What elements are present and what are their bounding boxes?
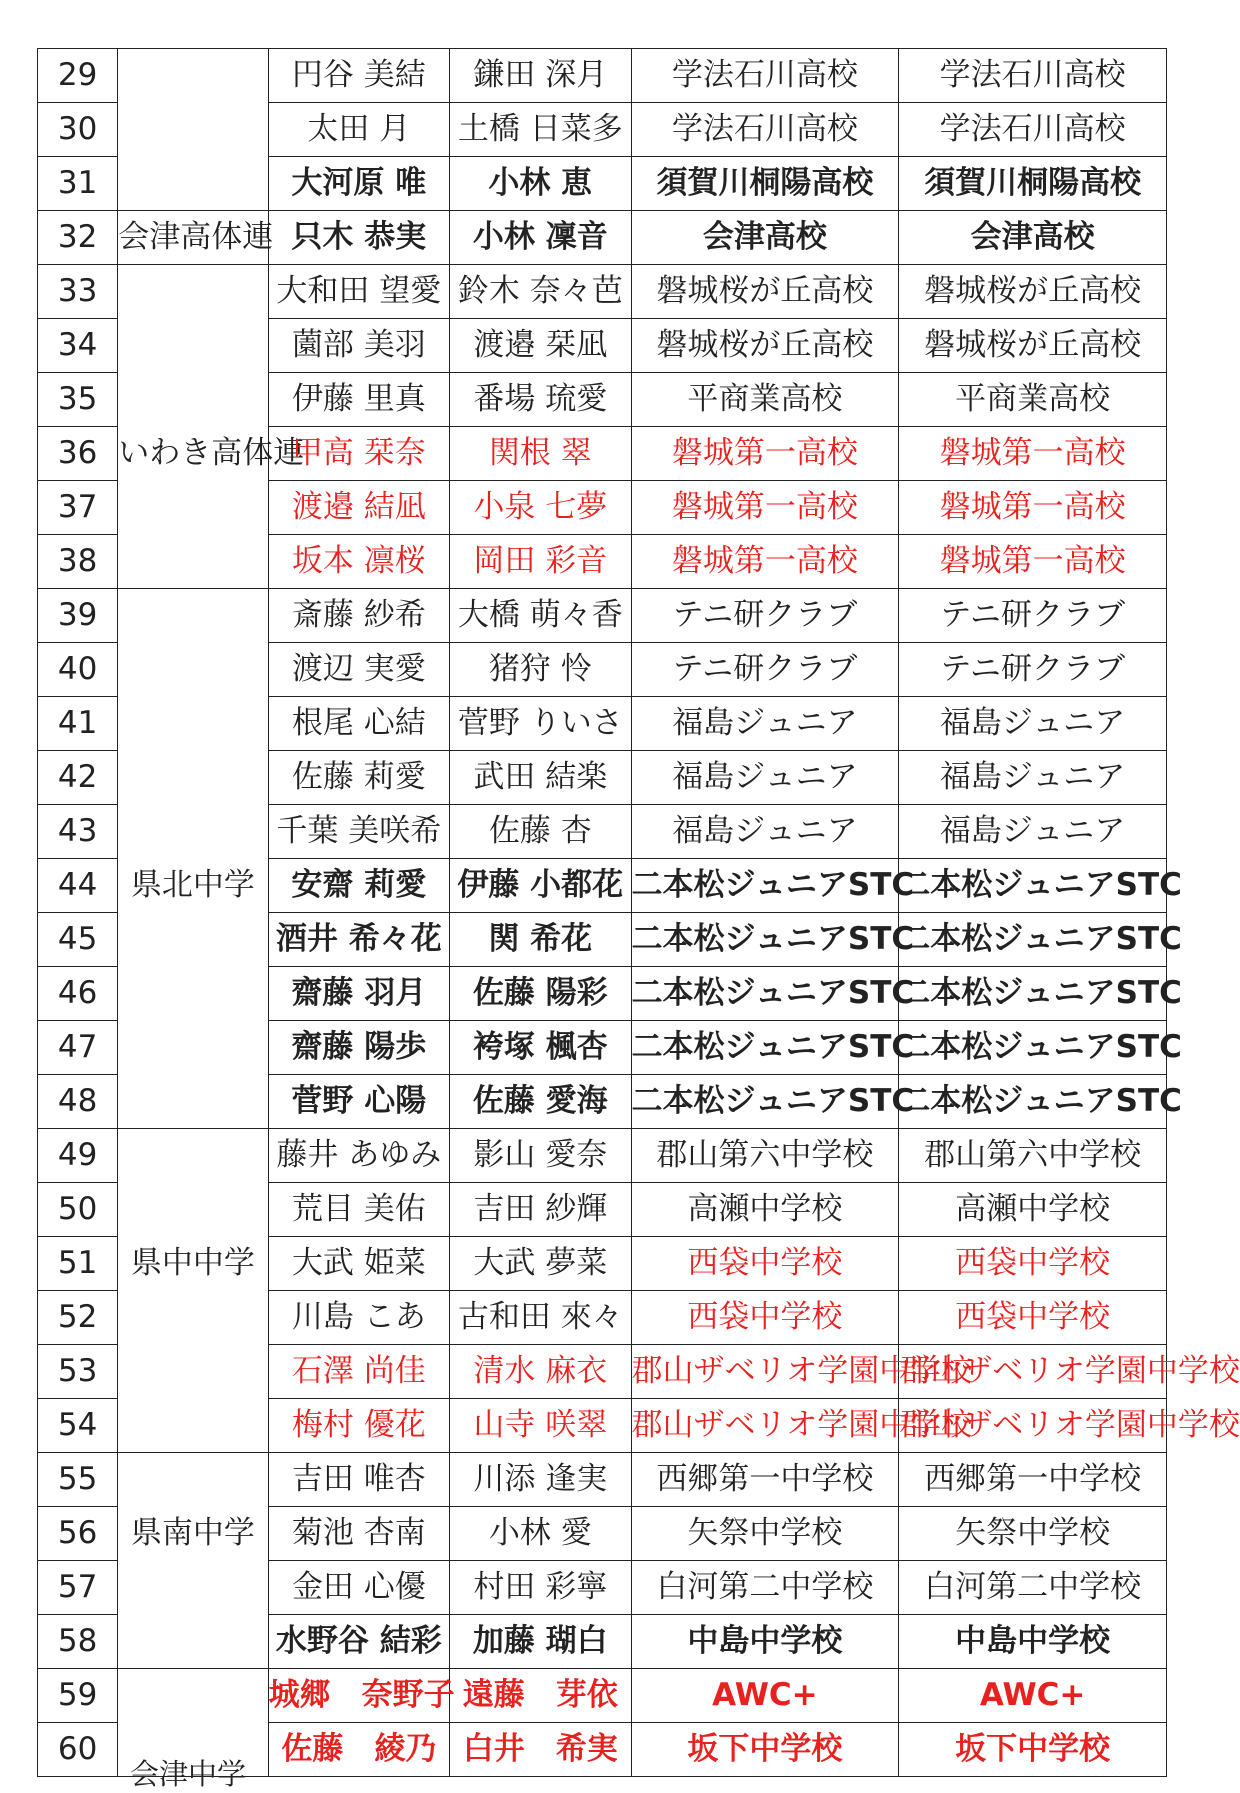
player-2-school: 白河第二中学校: [899, 1561, 1167, 1615]
player-2-name: 袴塚 楓杏: [450, 1021, 631, 1075]
table-row: [38, 805, 1167, 859]
player-2-name: 佐藤 陽彩: [450, 967, 631, 1021]
player-2-name: 影山 愛奈: [450, 1129, 631, 1183]
row-number: 38: [38, 535, 118, 589]
row-number: 58: [38, 1615, 118, 1669]
player-1-school: 二本松ジュニアSTC: [631, 859, 899, 913]
player-1-school: 学法石川高校: [631, 103, 899, 157]
player-2-name: 武田 結楽: [450, 751, 631, 805]
row-number: 48: [38, 1075, 118, 1129]
roster-table: [37, 48, 1240, 1777]
group-cell: [118, 1399, 268, 1453]
player-2-school: 学法石川高校: [899, 103, 1167, 157]
player-2-name: 佐藤 愛海: [450, 1075, 631, 1129]
table-row: [38, 481, 1167, 535]
row-number: 50: [38, 1183, 118, 1237]
player-1-school: 磐城第一高校: [631, 481, 899, 535]
player-1-name: 吉田 唯杏: [268, 1453, 449, 1507]
player-1-name: 齋藤 陽歩: [268, 1021, 449, 1075]
player-1-school: 福島ジュニア: [631, 697, 899, 751]
row-number: 40: [38, 643, 118, 697]
player-1-name: 薗部 美羽: [268, 319, 449, 373]
group-cell: [118, 1345, 268, 1399]
row-number: 57: [38, 1561, 118, 1615]
row-number: 37: [38, 481, 118, 535]
player-2-name: 小泉 七夢: [450, 481, 631, 535]
group-cell: [118, 49, 268, 103]
row-number: 56: [38, 1507, 118, 1561]
row-number: 41: [38, 697, 118, 751]
row-number: 36: [38, 427, 118, 481]
player-1-name: 菅野 心陽: [268, 1075, 449, 1129]
group-label: 県北中学: [118, 859, 268, 913]
player-2-name: 遠藤 芽依: [450, 1669, 631, 1723]
player-1-name: 金田 心優: [268, 1561, 449, 1615]
player-1-school: 高瀬中学校: [631, 1183, 899, 1237]
player-1-name: 水野谷 結彩: [268, 1615, 449, 1669]
player-1-name: 佐藤 莉愛: [268, 751, 449, 805]
table-row: [38, 643, 1167, 697]
group-cell: [118, 103, 268, 157]
player-2-school: 坂下中学校: [899, 1723, 1167, 1777]
group-cell: [118, 535, 268, 589]
group-label: 県中中学: [118, 1237, 268, 1291]
table-row: [38, 697, 1167, 751]
row-number: 44: [38, 859, 118, 913]
player-2-name: 鈴木 奈々芭: [450, 265, 631, 319]
player-2-name: 山寺 咲翠: [450, 1399, 631, 1453]
player-2-name: 村田 彩寧: [450, 1561, 631, 1615]
player-1-school: 西郷第一中学校: [631, 1453, 899, 1507]
player-1-school: テニ研クラブ: [631, 589, 899, 643]
player-1-name: 坂本 凛桜: [268, 535, 449, 589]
player-2-name: 伊藤 小都花: [450, 859, 631, 913]
row-number: 32: [38, 211, 118, 265]
player-1-school: 須賀川桐陽高校: [631, 157, 899, 211]
player-1-name: 千葉 美咲希: [268, 805, 449, 859]
player-2-school: 平商業高校: [899, 373, 1167, 427]
player-2-school: 高瀬中学校: [899, 1183, 1167, 1237]
player-2-school: 学法石川高校: [899, 49, 1167, 103]
player-1-name: 甲高 栞奈: [268, 427, 449, 481]
group-cell: [118, 913, 268, 967]
player-1-school: 磐城桜が丘高校: [631, 265, 899, 319]
row-number: 54: [38, 1399, 118, 1453]
player-2-school: 須賀川桐陽高校: [899, 157, 1167, 211]
group-cell: [118, 373, 268, 427]
group-label: 会津高体連: [118, 211, 268, 265]
player-1-name: 川島 こあ: [268, 1291, 449, 1345]
row-number: 59: [38, 1669, 118, 1723]
table-row: [38, 859, 1167, 913]
group-label: いわき高体連: [118, 427, 268, 481]
player-1-name: 安齋 莉愛: [268, 859, 449, 913]
player-2-name: 大武 夢菜: [450, 1237, 631, 1291]
row-number: 29: [38, 49, 118, 103]
player-1-name: 城郷 奈野子: [268, 1669, 449, 1723]
roster-body: [38, 49, 1240, 1777]
player-1-school: 二本松ジュニアSTC: [631, 1075, 899, 1129]
player-2-school: 磐城桜が丘高校: [899, 265, 1167, 319]
player-2-school: 磐城桜が丘高校: [899, 319, 1167, 373]
group-label-aizu-chugaku: 会津中学: [130, 1757, 247, 1791]
row-number: 33: [38, 265, 118, 319]
player-1-name: 渡邉 結凪: [268, 481, 449, 535]
table-row: [38, 1345, 1167, 1399]
table-row: [38, 751, 1167, 805]
player-1-school: 西袋中学校: [631, 1237, 899, 1291]
table-row: [38, 157, 1167, 211]
player-2-school: 磐城第一高校: [899, 427, 1167, 481]
player-1-name: 渡辺 実愛: [268, 643, 449, 697]
table-row: [38, 913, 1167, 967]
player-2-name: 関 希花: [450, 913, 631, 967]
table-row: [38, 1075, 1167, 1129]
player-2-name: 小林 恵: [450, 157, 631, 211]
player-2-school: 磐城第一高校: [899, 535, 1167, 589]
player-1-school: 白河第二中学校: [631, 1561, 899, 1615]
group-cell: [118, 1021, 268, 1075]
player-1-school: 中島中学校: [631, 1615, 899, 1669]
row-number: 60: [38, 1723, 118, 1777]
table-row: [38, 427, 1167, 481]
player-2-school: 会津高校: [899, 211, 1167, 265]
table-row: [38, 1399, 1167, 1453]
row-number: 42: [38, 751, 118, 805]
player-2-name: 古和田 來々: [450, 1291, 631, 1345]
group-cell: [118, 751, 268, 805]
player-2-name: 大橋 萌々香: [450, 589, 631, 643]
player-1-school: 学法石川高校: [631, 49, 899, 103]
player-1-school: 坂下中学校: [631, 1723, 899, 1777]
group-cell: [118, 157, 268, 211]
group-cell: [118, 319, 268, 373]
group-cell: [118, 697, 268, 751]
row-number: 45: [38, 913, 118, 967]
row-number: 39: [38, 589, 118, 643]
player-1-name: 只木 恭実: [268, 211, 449, 265]
player-2-school: テニ研クラブ: [899, 643, 1167, 697]
table-row: [38, 589, 1167, 643]
player-2-name: 岡田 彩音: [450, 535, 631, 589]
player-1-school: 郡山ザベリオ学園中学校: [631, 1399, 899, 1453]
player-2-school: 郡山第六中学校: [899, 1129, 1167, 1183]
player-1-school: 二本松ジュニアSTC: [631, 913, 899, 967]
row-number: 55: [38, 1453, 118, 1507]
player-1-name: 伊藤 里真: [268, 373, 449, 427]
player-2-name: 渡邉 栞凪: [450, 319, 631, 373]
row-number: 35: [38, 373, 118, 427]
player-2-name: 小林 凜音: [450, 211, 631, 265]
table-row: [38, 1669, 1167, 1723]
table-row: [38, 1237, 1167, 1291]
table-row: [38, 1507, 1167, 1561]
table-row: [38, 1183, 1167, 1237]
table-row: [38, 49, 1167, 103]
player-2-name: 白井 希実: [450, 1723, 631, 1777]
row-number: 52: [38, 1291, 118, 1345]
group-cell: [118, 1561, 268, 1615]
table-row: [38, 1129, 1167, 1183]
group-cell: [118, 265, 268, 319]
table-row: [38, 535, 1167, 589]
player-2-name: 吉田 紗輝: [450, 1183, 631, 1237]
player-1-school: AWC+: [631, 1669, 899, 1723]
group-cell: [118, 1075, 268, 1129]
group-cell: [118, 1291, 268, 1345]
player-1-school: 会津高校: [631, 211, 899, 265]
group-cell: [118, 643, 268, 697]
player-1-school: 磐城第一高校: [631, 427, 899, 481]
player-2-school: 西袋中学校: [899, 1237, 1167, 1291]
player-2-name: 佐藤 杏: [450, 805, 631, 859]
player-2-school: 福島ジュニア: [899, 697, 1167, 751]
group-label: 県南中学: [118, 1507, 268, 1561]
player-2-name: 清水 麻衣: [450, 1345, 631, 1399]
player-2-school: 矢祭中学校: [899, 1507, 1167, 1561]
player-2-name: 番場 琉愛: [450, 373, 631, 427]
player-1-school: 矢祭中学校: [631, 1507, 899, 1561]
row-number: 53: [38, 1345, 118, 1399]
group-cell: [118, 589, 268, 643]
player-2-name: 川添 逢実: [450, 1453, 631, 1507]
player-1-name: 根尾 心結: [268, 697, 449, 751]
player-1-name: 齋藤 羽月: [268, 967, 449, 1021]
row-number: 43: [38, 805, 118, 859]
player-2-name: 土橋 日菜多: [450, 103, 631, 157]
player-2-name: 小林 愛: [450, 1507, 631, 1561]
player-1-name: 大河原 唯: [268, 157, 449, 211]
player-2-school: 二本松ジュニアSTC: [899, 913, 1167, 967]
player-2-school: テニ研クラブ: [899, 589, 1167, 643]
player-1-name: 大武 姫菜: [268, 1237, 449, 1291]
player-1-name: 大和田 望愛: [268, 265, 449, 319]
player-1-school: 二本松ジュニアSTC: [631, 1021, 899, 1075]
player-2-school: 福島ジュニア: [899, 805, 1167, 859]
group-cell: [118, 1453, 268, 1507]
player-1-name: 菊池 杏南: [268, 1507, 449, 1561]
player-1-name: 酒井 希々花: [268, 913, 449, 967]
player-2-name: 加藤 瑚白: [450, 1615, 631, 1669]
player-2-school: 郡山ザベリオ学園中学校: [899, 1345, 1167, 1399]
player-1-school: 福島ジュニア: [631, 751, 899, 805]
player-2-name: 猪狩 怜: [450, 643, 631, 697]
player-1-school: 郡山ザベリオ学園中学校: [631, 1345, 899, 1399]
group-cell: [118, 805, 268, 859]
player-1-name: 佐藤 綾乃: [268, 1723, 449, 1777]
table-row: [38, 967, 1167, 1021]
player-2-school: AWC+: [899, 1669, 1167, 1723]
player-1-name: 円谷 美結: [268, 49, 449, 103]
player-2-school: 二本松ジュニアSTC: [899, 1021, 1167, 1075]
player-1-name: 荒目 美佑: [268, 1183, 449, 1237]
row-number: 30: [38, 103, 118, 157]
player-2-school: 磐城第一高校: [899, 481, 1167, 535]
group-cell: [118, 967, 268, 1021]
player-1-school: テニ研クラブ: [631, 643, 899, 697]
player-1-school: 西袋中学校: [631, 1291, 899, 1345]
player-1-name: 石澤 尚佳: [268, 1345, 449, 1399]
table-row: [38, 1021, 1167, 1075]
player-2-name: 関根 翠: [450, 427, 631, 481]
player-1-name: 藤井 あゆみ: [268, 1129, 449, 1183]
player-2-name: 菅野 りいさ: [450, 697, 631, 751]
player-1-school: 磐城桜が丘高校: [631, 319, 899, 373]
row-number: 46: [38, 967, 118, 1021]
player-2-school: 二本松ジュニアSTC: [899, 967, 1167, 1021]
player-1-school: 平商業高校: [631, 373, 899, 427]
player-1-name: 斎藤 紗希: [268, 589, 449, 643]
player-2-school: 中島中学校: [899, 1615, 1167, 1669]
player-1-school: 福島ジュニア: [631, 805, 899, 859]
player-2-name: 鎌田 深月: [450, 49, 631, 103]
group-cell: [118, 1669, 268, 1723]
row-number: 49: [38, 1129, 118, 1183]
group-cell: [118, 481, 268, 535]
table-row: [38, 103, 1167, 157]
player-2-school: 西郷第一中学校: [899, 1453, 1167, 1507]
player-1-school: 磐城第一高校: [631, 535, 899, 589]
player-1-school: 郡山第六中学校: [631, 1129, 899, 1183]
player-2-school: 二本松ジュニアSTC: [899, 1075, 1167, 1129]
player-2-school: 西袋中学校: [899, 1291, 1167, 1345]
player-1-name: 太田 月: [268, 103, 449, 157]
group-cell: [118, 1129, 268, 1183]
row-number: 51: [38, 1237, 118, 1291]
table-row: [38, 319, 1167, 373]
table-row: [38, 1453, 1167, 1507]
player-2-school: 郡山ザベリオ学園中学校: [899, 1399, 1167, 1453]
group-cell: [118, 1615, 268, 1669]
table-row: [38, 1615, 1167, 1669]
table-row: [38, 373, 1167, 427]
player-2-school: 二本松ジュニアSTC: [899, 859, 1167, 913]
row-number: 34: [38, 319, 118, 373]
row-number: 31: [38, 157, 118, 211]
player-1-school: 二本松ジュニアSTC: [631, 967, 899, 1021]
player-1-name: 梅村 優花: [268, 1399, 449, 1453]
table-row: [38, 211, 1167, 265]
table-row: [38, 1291, 1167, 1345]
row-number: 47: [38, 1021, 118, 1075]
table-row: [38, 265, 1167, 319]
player-2-school: 福島ジュニア: [899, 751, 1167, 805]
table-row: [38, 1561, 1167, 1615]
group-cell: [118, 1183, 268, 1237]
